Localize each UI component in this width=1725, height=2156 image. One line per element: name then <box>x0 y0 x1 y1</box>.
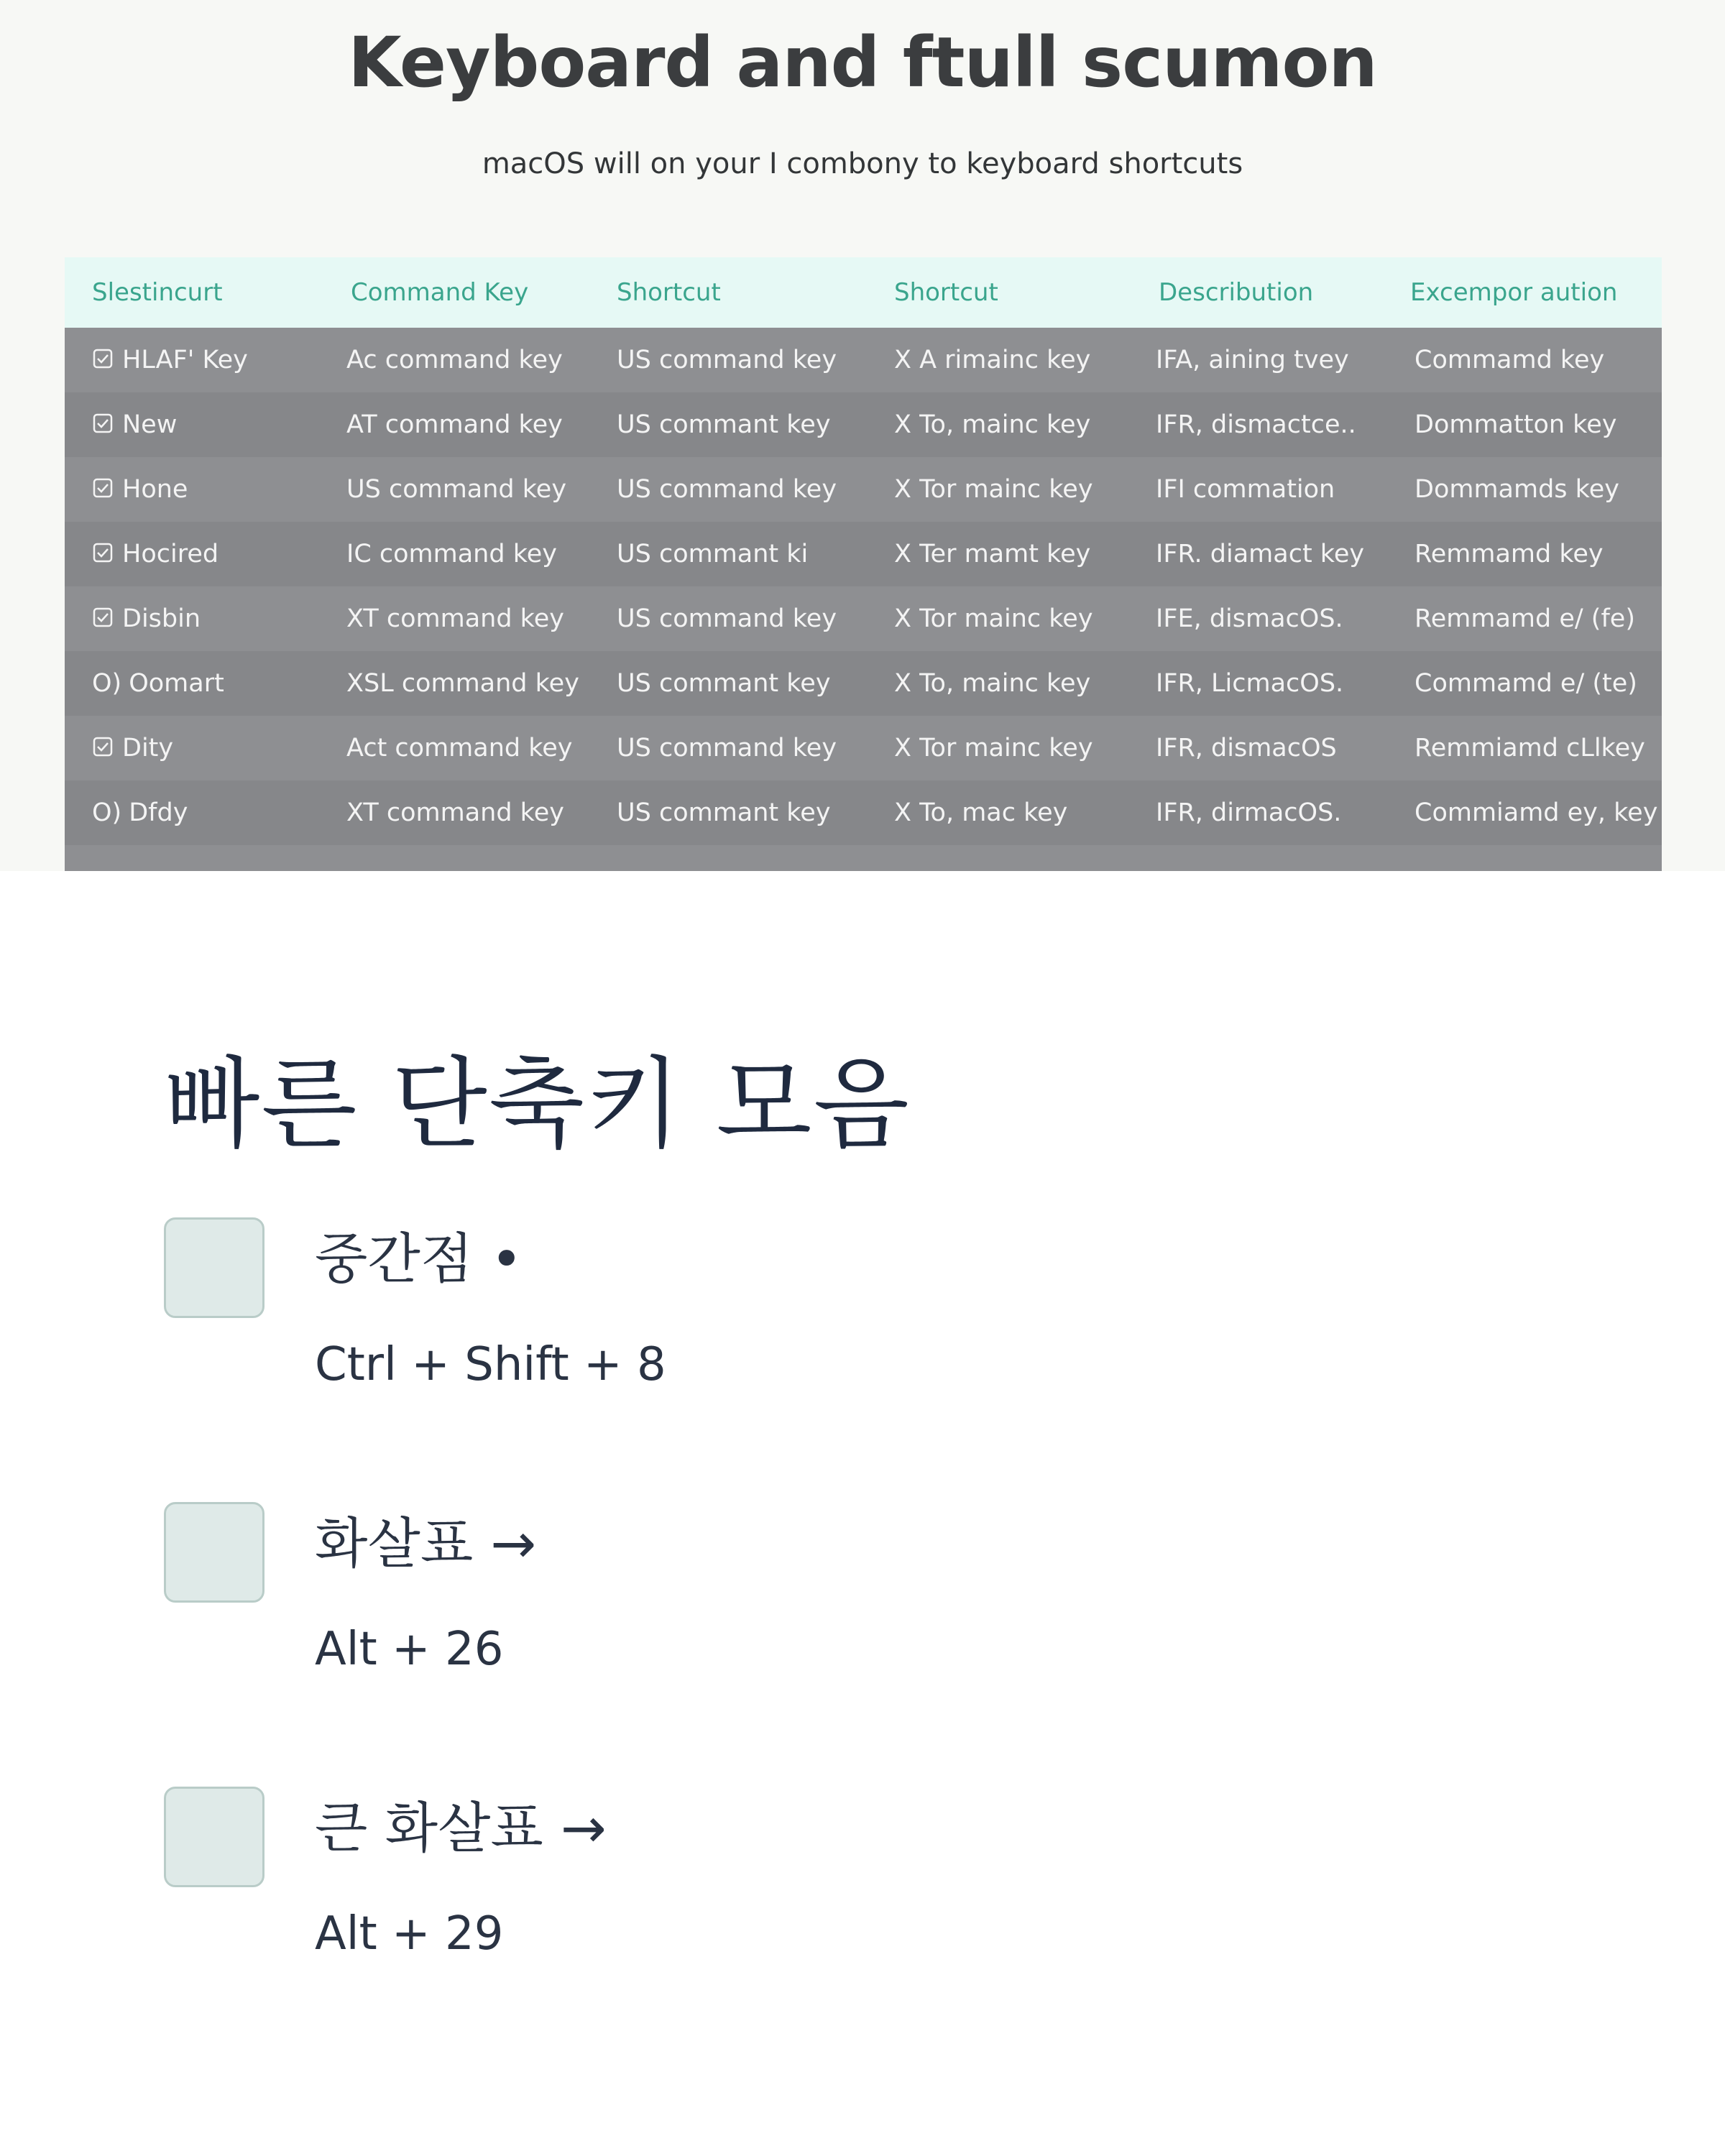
table-cell <box>894 410 1156 439</box>
check-icon[interactable] <box>92 477 114 499</box>
table-cell <box>346 604 617 633</box>
cell-text: X Tor mainc key <box>894 475 1093 504</box>
cell-text: Hocired <box>122 540 219 568</box>
table-row[interactable] <box>65 522 1662 586</box>
table-cell <box>617 540 894 568</box>
table-cell <box>1410 410 1662 439</box>
screenshot-subtitle: macOS will on your I combony to keyboard shortcuts <box>482 147 1243 180</box>
cell-text: US command key <box>617 475 837 504</box>
table-cell <box>894 346 1156 374</box>
table-cell <box>65 475 346 504</box>
screenshot-title: Keyboard and ftull scumon <box>348 22 1377 103</box>
shortcut-checkbox[interactable] <box>164 1217 264 1318</box>
shortcut-checkbox[interactable] <box>164 1502 264 1603</box>
table-cell <box>617 410 894 439</box>
table-cell <box>65 346 346 374</box>
table-cell <box>894 604 1156 633</box>
cell-text: Dfdy <box>129 798 188 827</box>
table-cell <box>346 669 617 698</box>
cell-text: X To, mainc key <box>894 669 1091 698</box>
cell-text: Remmamd key <box>1414 540 1604 568</box>
cell-text: X Tor mainc key <box>894 604 1093 633</box>
table-cell <box>346 410 617 439</box>
table-cell <box>1156 798 1410 827</box>
radio-icon[interactable]: O) <box>92 669 122 698</box>
table-cell <box>617 734 894 763</box>
cell-text: XT command key <box>346 798 564 827</box>
cell-text: Hone <box>122 475 188 504</box>
cell-text: Ac command key <box>346 346 563 374</box>
table-cell <box>1156 669 1410 698</box>
table-cell <box>1410 604 1662 633</box>
table-cell <box>346 798 617 827</box>
table-cell <box>65 734 346 763</box>
table-cell <box>1410 734 1662 763</box>
cell-text: IFR, dirmacOS. <box>1156 798 1342 827</box>
shortcut-keys: Alt + 29 <box>315 1907 504 1961</box>
table-cell <box>346 540 617 568</box>
cell-text: Dity <box>122 734 174 763</box>
table-cell <box>1410 798 1662 827</box>
table-cell <box>1156 410 1410 439</box>
cell-text: IFR, dismactce.. <box>1156 410 1356 439</box>
table-cell <box>617 669 894 698</box>
table-cell <box>617 604 894 633</box>
table-cell <box>894 669 1156 698</box>
table-cell <box>617 475 894 504</box>
cell-text: X To, mac key <box>894 798 1068 827</box>
table-cell <box>1156 540 1410 568</box>
table-cell <box>346 346 617 374</box>
table-cell <box>1410 475 1662 504</box>
shortcut-checkbox[interactable] <box>164 1787 264 1887</box>
radio-icon[interactable]: O) <box>92 798 122 827</box>
shortcut-keys: Alt + 26 <box>315 1623 504 1676</box>
column-header[interactable]: Command Key <box>351 278 529 307</box>
cell-text: X Ter mamt key <box>894 540 1091 568</box>
check-icon[interactable] <box>92 607 114 628</box>
cell-text: IC command key <box>346 540 557 568</box>
shortcut-title: 중간점 • <box>315 1227 523 1291</box>
cell-text: New <box>122 410 178 439</box>
cell-text: XSL command key <box>346 669 579 698</box>
table-cell <box>894 734 1156 763</box>
table-row[interactable] <box>65 457 1662 522</box>
table-cell <box>1156 734 1410 763</box>
table-row[interactable] <box>65 586 1662 651</box>
check-icon[interactable] <box>92 348 114 369</box>
table-cell <box>65 410 346 439</box>
shortcut-item <box>164 1217 1601 1447</box>
cell-text: US command key <box>617 346 837 374</box>
check-icon[interactable] <box>92 542 114 563</box>
cell-text: IFR. diamact key <box>1156 540 1365 568</box>
shortcut-title: 화살표 → <box>315 1511 537 1575</box>
cell-text: Commamd e/ (te) <box>1414 669 1637 698</box>
column-header[interactable]: Describution <box>1159 278 1314 307</box>
cell-text: Oomart <box>129 669 224 698</box>
cell-text: US command key <box>617 734 837 763</box>
table-header-row <box>65 257 1662 328</box>
table-cell <box>894 540 1156 568</box>
column-header[interactable]: Excempor aution <box>1410 278 1618 307</box>
cell-text: Commamd key <box>1414 346 1605 374</box>
cell-text: Commiamd ey, key <box>1414 798 1658 827</box>
table-cell <box>65 540 346 568</box>
cell-text: X To, mainc key <box>894 410 1091 439</box>
table-cell <box>346 734 617 763</box>
cell-text: US commant ki <box>617 540 809 568</box>
table-cell <box>1410 346 1662 374</box>
cell-text: IFR, LicmacOS. <box>1156 669 1344 698</box>
shortcut-item <box>164 1502 1601 1732</box>
cell-text: X Tor mainc key <box>894 734 1093 763</box>
table-cell <box>1410 669 1662 698</box>
cell-text: Dommamds key <box>1414 475 1619 504</box>
table-cell <box>346 475 617 504</box>
shortcut-keys: Ctrl + Shift + 8 <box>315 1338 666 1391</box>
cell-text: US command key <box>617 604 837 633</box>
cell-text: Act command key <box>346 734 573 763</box>
table-row[interactable] <box>65 651 1662 716</box>
cell-text: US commant key <box>617 410 831 439</box>
shortcut-title: 큰 화살표 → <box>315 1796 607 1860</box>
cell-text: IFR, dismacOS <box>1156 734 1337 763</box>
shortcuts-heading: 빠른 단축키 모음 <box>164 1046 911 1162</box>
table-row[interactable] <box>65 392 1662 457</box>
cell-text: Disbin <box>122 604 201 633</box>
table-cell <box>1156 475 1410 504</box>
cell-text: AT command key <box>346 410 563 439</box>
table-cell <box>1156 346 1410 374</box>
table-row[interactable] <box>65 328 1662 392</box>
column-header[interactable]: Slestincurt <box>92 278 223 307</box>
cell-text: IFE, dismacOS. <box>1156 604 1343 633</box>
keyboard-shortcuts-screenshot <box>0 0 1725 871</box>
table-row[interactable] <box>65 845 1662 871</box>
table-cell <box>65 798 346 827</box>
cell-text: HLAF' Key <box>122 346 248 374</box>
table-row[interactable] <box>65 780 1662 845</box>
column-header[interactable]: Shortcut <box>617 278 721 307</box>
shortcut-table <box>65 257 1662 871</box>
check-icon[interactable] <box>92 736 114 757</box>
table-cell <box>1410 540 1662 568</box>
column-header[interactable]: Shortcut <box>894 278 998 307</box>
cell-text: X A rimainc key <box>894 346 1091 374</box>
cell-text: Dommatton key <box>1414 410 1617 439</box>
cell-text: US command key <box>346 475 567 504</box>
shortcut-item <box>164 1787 1601 2017</box>
cell-text: US commant key <box>617 669 831 698</box>
table-cell <box>894 798 1156 827</box>
table-cell <box>65 669 346 698</box>
table-row[interactable] <box>65 716 1662 780</box>
cell-text: XT command key <box>346 604 564 633</box>
table-cell <box>65 604 346 633</box>
check-icon[interactable] <box>92 413 114 434</box>
table-cell <box>1156 604 1410 633</box>
cell-text: Remmamd e/ (fe) <box>1414 604 1635 633</box>
table-cell <box>894 475 1156 504</box>
cell-text: Remmiamd cLlkey <box>1414 734 1645 763</box>
cell-text: IFA, aining tvey <box>1156 346 1349 374</box>
cell-text: US commant key <box>617 798 831 827</box>
table-body <box>65 328 1662 871</box>
cell-text: IFI commation <box>1156 475 1335 504</box>
table-cell <box>617 798 894 827</box>
table-cell <box>617 346 894 374</box>
